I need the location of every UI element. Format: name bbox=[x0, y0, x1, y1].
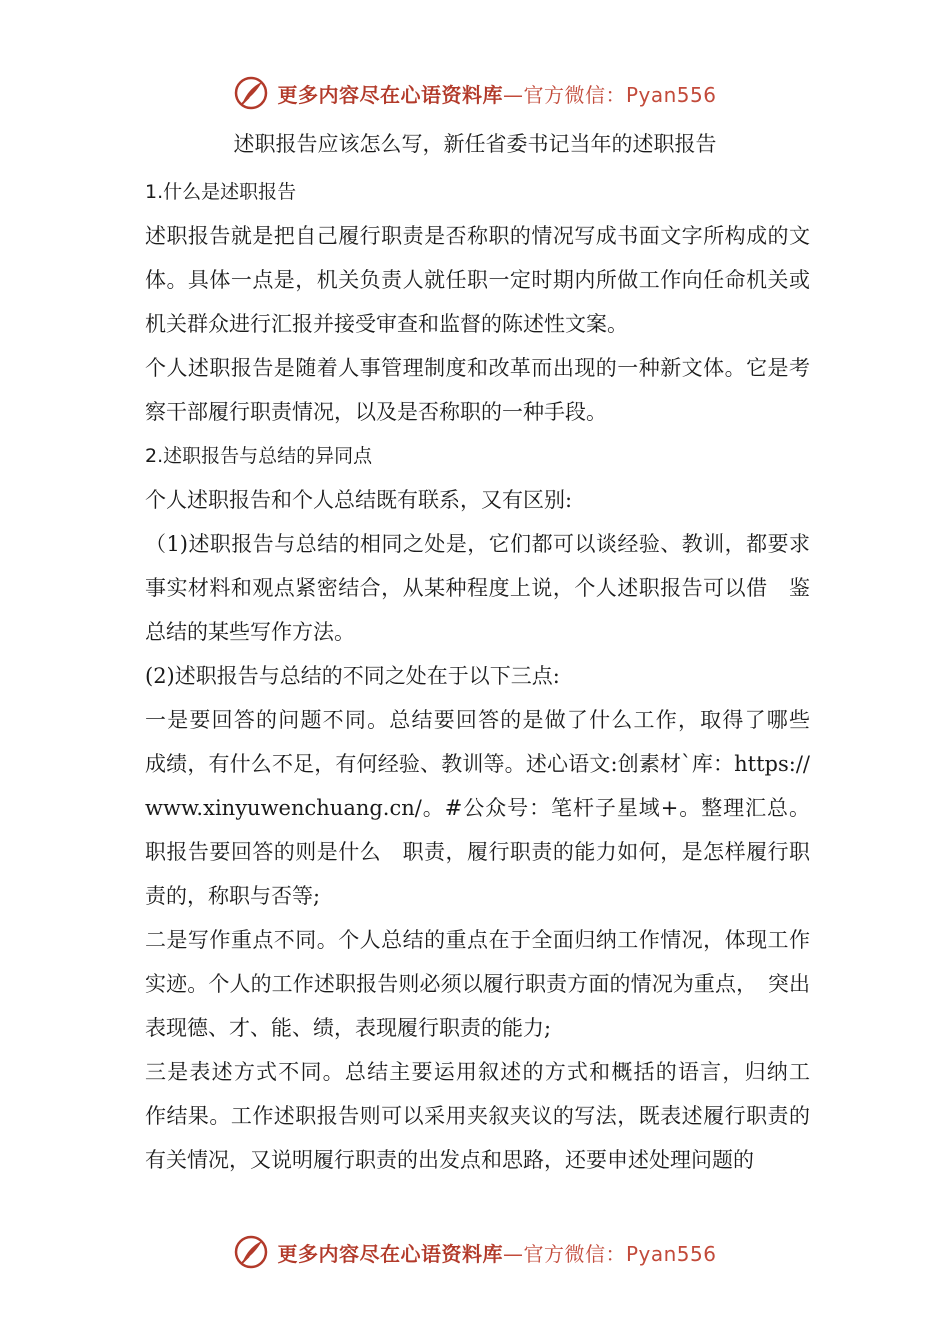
header-watermark bbox=[0, 68, 950, 118]
paragraph: (2)述职报告与总结的不同之处在于以下三点: bbox=[145, 664, 560, 688]
watermark-text bbox=[277, 79, 716, 108]
document-body bbox=[145, 170, 831, 1182]
paragraph: 个人述职报告是随着人事管理制度和改革而出现的一种新文体。它是考察干部履行职责情况，以及是否称职的一种手段。 bbox=[145, 356, 810, 424]
feather-pen-icon bbox=[233, 1234, 269, 1270]
paragraph: 个人述职报告和个人总结既有联系，又有区别: bbox=[145, 488, 573, 512]
paragraph: 一是要回答的问题不同。总结要回答的是做了什么工作，取得了哪些 成绩，有什么不足，有何经验、教训等。述心语文:创素材`库：https://www.xinyuwenchuang.cn/。#公众号：笔杆子星域+。整理汇总。职报告要回答的则是什么 职责，履行职责的能力如何，是怎样履行职责的，称职与否等; bbox=[145, 708, 831, 908]
paragraph: 三是表述方式不同。总结主要运用叙述的方式和概括的语言，归纳工 作结果。工作述职报告则可以采用夹叙夹议的写法，既表述履行职责的有关情况，又说明履行职责的出发点和思路，还要申述处理问题的 bbox=[145, 1060, 831, 1172]
paragraph: 述职报告就是把自己履行职责是否称职的情况写成书面文字所构成的文体。具体一点是，机关负责人就任职一定时期内所做工作向任命机关或机关群众进行汇报并接受审查和监督的陈述性文案。 bbox=[145, 224, 810, 336]
watermark-contact: —官方微信：Pyan556 bbox=[502, 82, 717, 107]
document-title: 述职报告应该怎么写，新任省委书记当年的述职报告 bbox=[233, 132, 717, 156]
watermark-brand: 更多内容尽在心语资料库 bbox=[277, 82, 503, 107]
footer-watermark bbox=[0, 1227, 950, 1277]
paragraph: 二是写作重点不同。个人总结的重点在于全面归纳工作情况，体现工作实迹。个人的工作述职报告则必须以履行职责方面的情况为重点， 突出表现德、才、能、绩，表现履行职责的能力; bbox=[145, 928, 810, 1040]
paragraph: （1)述职报告与总结的相同之处是，它们都可以谈经验、教训，都要求事实材料和观点紧密结合，从某种程度上说，个人述职报告可以借 鉴总结的某些写作方法。 bbox=[145, 532, 810, 644]
watermark-brand: 更多内容尽在心语资料库 bbox=[277, 1241, 503, 1266]
feather-pen-icon bbox=[233, 75, 269, 111]
watermark-text bbox=[277, 1238, 716, 1267]
section-heading: 1.什么是述职报告 bbox=[145, 181, 297, 203]
watermark-contact: —官方微信：Pyan556 bbox=[502, 1241, 717, 1266]
section-heading: 2.述职报告与总结的异同点 bbox=[145, 445, 373, 467]
